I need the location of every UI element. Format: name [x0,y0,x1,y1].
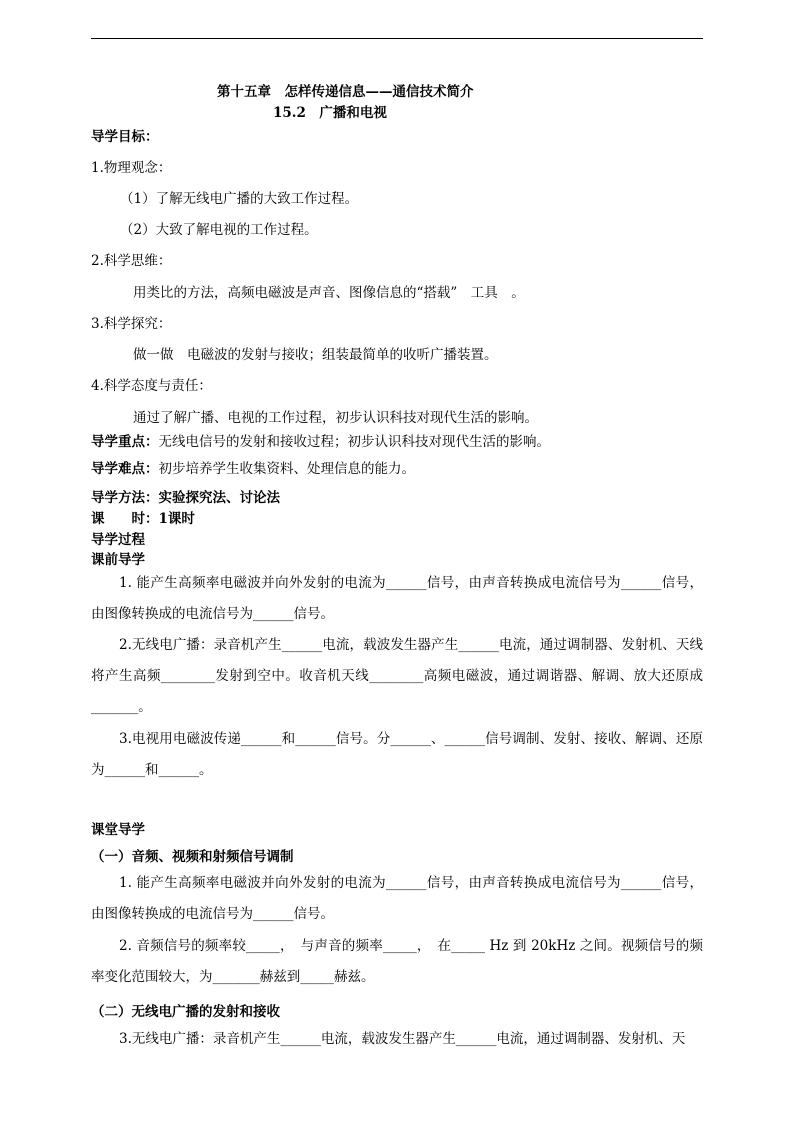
objective-2-text: 用类比的方法，高频电磁波是声音、图像信息的“搭载” 工具 。 [133,285,525,301]
objective-3-title: 3.科学探究： [91,316,172,332]
pre-class-q3: 3.电视用电磁波传递______和______信号。分______、______信号调制、发射、接收、解调、还原为______和______。 [91,731,703,778]
in-class-q1: 1. 能产生高频率电磁波并向外发射的电流为______信号，由声音转换成电流信号为______信号，由图像转换成的电流信号为______信号。 [91,875,703,922]
difficulties-text: 初步培养学生收集资料、处理信息的能力。 [158,461,415,477]
in-class-heading: 课堂导学 [91,822,145,838]
chapter-title: 第十五章 怎样传递信息——通信技术简介 [217,84,474,100]
process-heading: 导学过程 [91,532,145,548]
header-rule [91,38,703,39]
in-class-q2: 2. 音频信号的频率较_____， 与声音的频率_____， 在_____ Hz 到 20kHz 之间。视频信号的频率变化范围较大，为_______赫兹到_____赫兹。 [91,938,703,985]
section-title: 15.2 广播和电视 [273,105,387,121]
pre-class-q2: 2.无线电广播：录音机产生______电流，载波发生器产生______电流，通过调制器、发射机、天线将产生高频________发射到空中。收音机天线________高频电磁波，通过调谐器、解调、放大还原成_______。 [91,637,703,715]
objective-4-title: 4.科学态度与责任： [91,378,212,394]
part1-heading: （一）音频、视频和射频信号调制 [91,849,294,865]
objective-4-text: 通过了解广播、电视的工作过程，初步认识科技对现代生活的影响。 [133,410,538,426]
key-points-label: 导学重点： [91,434,159,450]
objective-1a: （1）了解无线电广播的大致工作过程。 [120,191,359,207]
in-class-q3: 3.无线电广播：录音机产生______电流，载波发生器产生______电流，通过调制器、发射机、天 [119,1031,686,1047]
objective-3-text: 做一做 电磁波的发射与接收；组装最简单的收听广播装置。 [133,347,498,363]
objective-1b: （2）大致了解电视的工作过程。 [120,222,318,238]
class-hours: 课 时：1课时 [91,511,195,527]
pre-class-heading: 课前导学 [91,552,145,568]
key-points [91,430,550,450]
key-points-text: 无线电信号的发射和接收过程；初步认识科技对现代生活的影响。 [158,434,550,450]
objective-1-title: 1.物理观念： [91,160,172,176]
pre-class-q1: 1. 能产生高频率电磁波并向外发射的电流为______信号，由声音转换成电流信号为______信号，由图像转换成的电流信号为______信号。 [91,575,703,622]
objective-2-title: 2.科学思维： [91,253,172,269]
part2-heading: （二）无线电广播的发射和接收 [91,1004,280,1020]
difficulties [91,457,415,477]
method: 导学方法：实验探究法、讨论法 [91,490,280,506]
objectives-heading: 导学目标： [91,129,159,145]
difficulties-label: 导学难点： [91,461,159,477]
